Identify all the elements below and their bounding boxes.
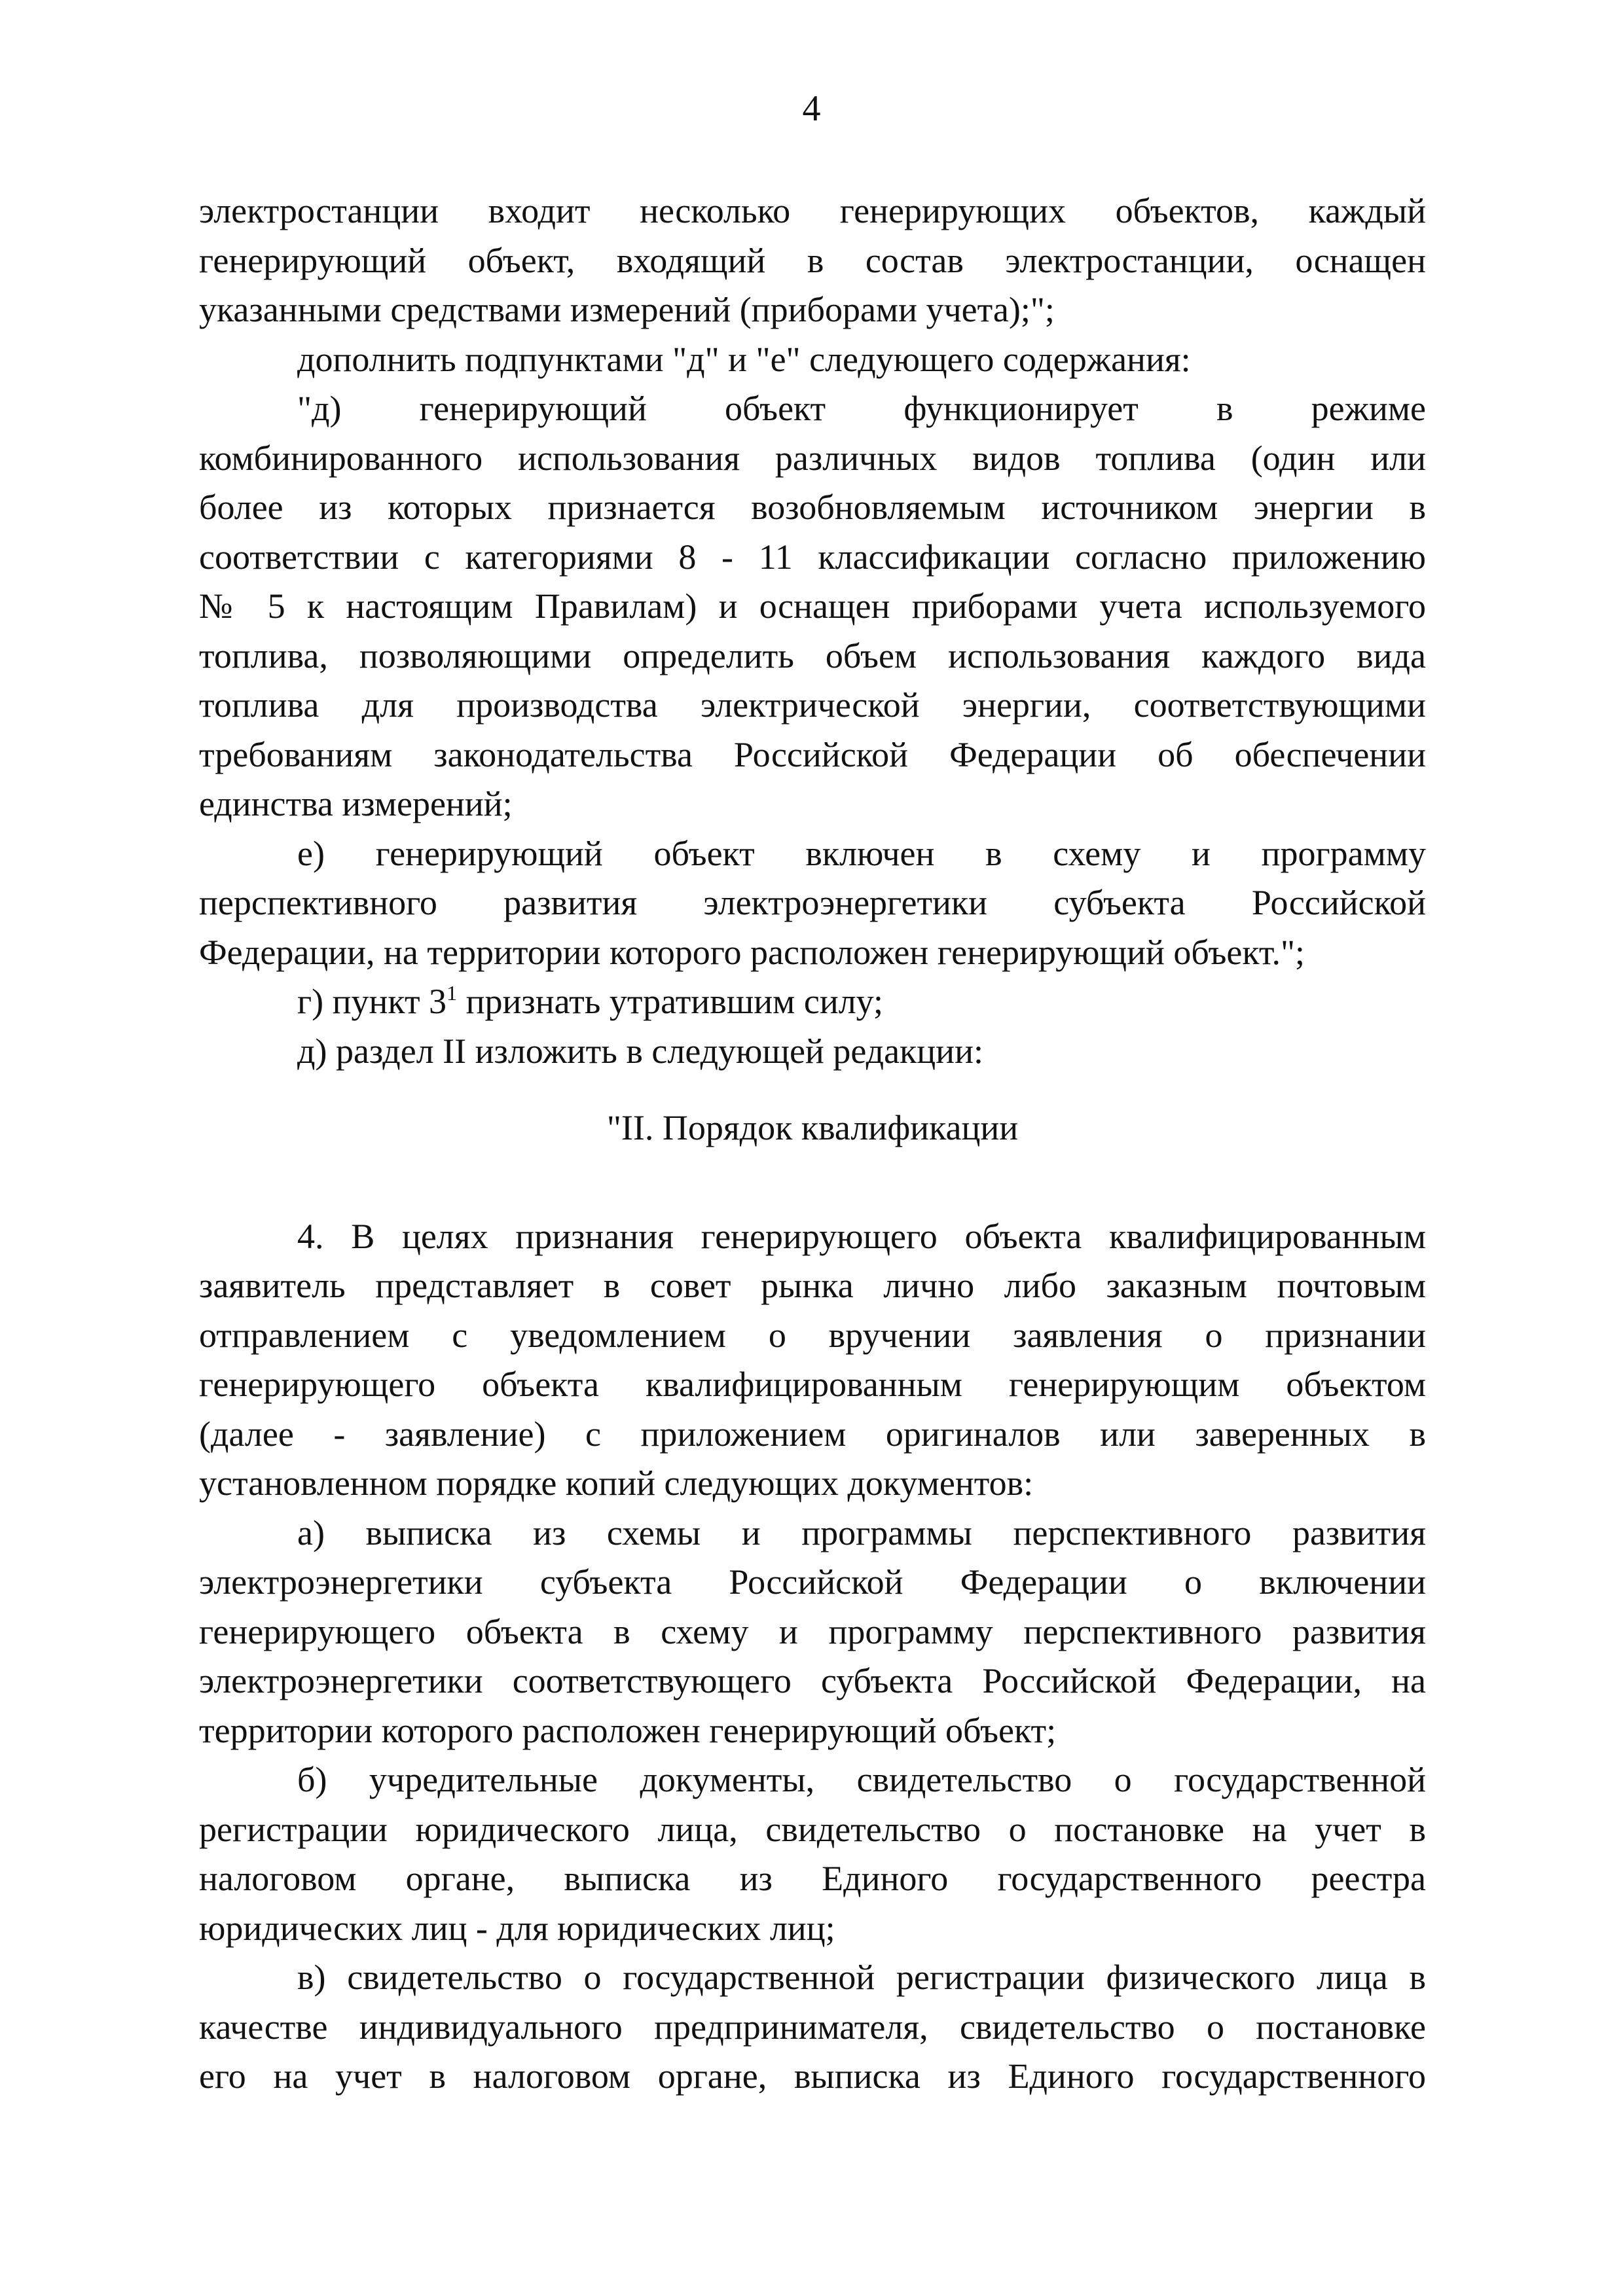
text-line: электроэнергетики соответствующего субъекта Российской Федерации, на: [199, 1661, 1426, 1700]
subitem-e: [199, 829, 1426, 978]
paragraph-4: [199, 1212, 1426, 1509]
text-line: электроэнергетики субъекта Российской Федерации о включении: [199, 1562, 1426, 1602]
item-g-text: г) пункт 3: [297, 982, 447, 1021]
text-line: е) генерирующий объект включен в схему и программу: [297, 833, 1426, 873]
text-line: указанными средствами измерений (приборами учета);";: [199, 290, 1055, 329]
text-line: а) выписка из схемы и программы перспективного развития: [297, 1513, 1426, 1552]
section-heading: "II. Порядок квалификации: [606, 1108, 1019, 1147]
text-line: генерирующего объекта квалифицированным генерирующим объектом: [199, 1365, 1426, 1404]
text-line: качестве индивидуального предпринимателя, свидетельство о постановке: [199, 2007, 1426, 2047]
text-line: генерирующий объект, входящий в состав электростанции, оснащен: [199, 240, 1426, 280]
text-line: его на учет в налоговом органе, выписка из Единого государственного: [199, 2056, 1426, 2096]
text-line: территории которого расположен генерирующий объект;: [199, 1710, 1057, 1750]
subitem-v: [199, 1953, 1426, 2102]
text-line: более из которых признается возобновляемым источником энергии в: [199, 488, 1426, 527]
text-line: отправлением с уведомлением о вручении заявления о признании: [199, 1315, 1426, 1355]
subitem-b: [199, 1755, 1426, 1953]
text-line: (далее - заявление) с приложением оригиналов или заверенных в: [199, 1414, 1426, 1454]
text-line: заявитель представляет в совет рынка лично либо заказным почтовым: [199, 1266, 1426, 1305]
text-line: в) свидетельство о государственной регистрации физического лица в: [297, 1958, 1426, 1997]
item-g-text-end: признать утратившим силу;: [457, 982, 883, 1021]
text-line: перспективного развития электроэнергетики субъекта Российской: [199, 883, 1426, 922]
text-line: регистрации юридического лица, свидетельство о постановке на учет в: [199, 1809, 1426, 1849]
subitem-a: [199, 1509, 1426, 1756]
text-line: топлива для производства электрической энергии, соответствующими: [199, 685, 1426, 725]
text-line: юридических лиц - для юридических лиц;: [199, 1908, 835, 1948]
page-number: 4: [802, 88, 821, 129]
text-line: б) учредительные документы, свидетельство о государственной: [297, 1760, 1426, 1799]
text-line: единства измерений;: [199, 784, 513, 823]
text-line: электростанции входит несколько генерирующих объектов, каждый: [199, 191, 1426, 230]
text-line: 4. В целях признания генерирующего объекта квалифицированным: [297, 1216, 1426, 1256]
text-line: "д) генерирующий объект функционирует в режиме: [297, 389, 1426, 428]
paragraph-continuation: [199, 187, 1426, 335]
paragraph-supplement: дополнить подпунктами "д" и "е" следующего содержания:: [297, 339, 1191, 379]
text-line: топлива, позволяющими определить объем использования каждого вида: [199, 636, 1426, 675]
text-line: генерирующего объекта в схему и программу перспективного развития: [199, 1611, 1426, 1651]
text-line: Федерации, на территории которого расположен генерирующий объект.";: [199, 932, 1305, 972]
superscript: 1: [447, 981, 458, 1005]
text-line: соответствии с категориями 8 - 11 классификации согласно приложению: [199, 537, 1426, 577]
text-line: требованиям законодательства Российской Федерации об обеспечении: [199, 734, 1426, 774]
text-line: установленном порядке копий следующих документов:: [199, 1463, 1034, 1503]
text-line: налоговом органе, выписка из Единого государственного реестра: [199, 1859, 1426, 1898]
document-body: [199, 187, 1426, 2102]
item-d-section: д) раздел II изложить в следующей редакции:: [297, 1031, 983, 1071]
subitem-d: [199, 384, 1426, 829]
text-line: № 5 к настоящим Правилам) и оснащен приборами учета используемого: [199, 586, 1426, 626]
item-g: [199, 977, 1426, 1027]
text-line: комбинированного использования различных видов топлива (один или: [199, 438, 1426, 478]
